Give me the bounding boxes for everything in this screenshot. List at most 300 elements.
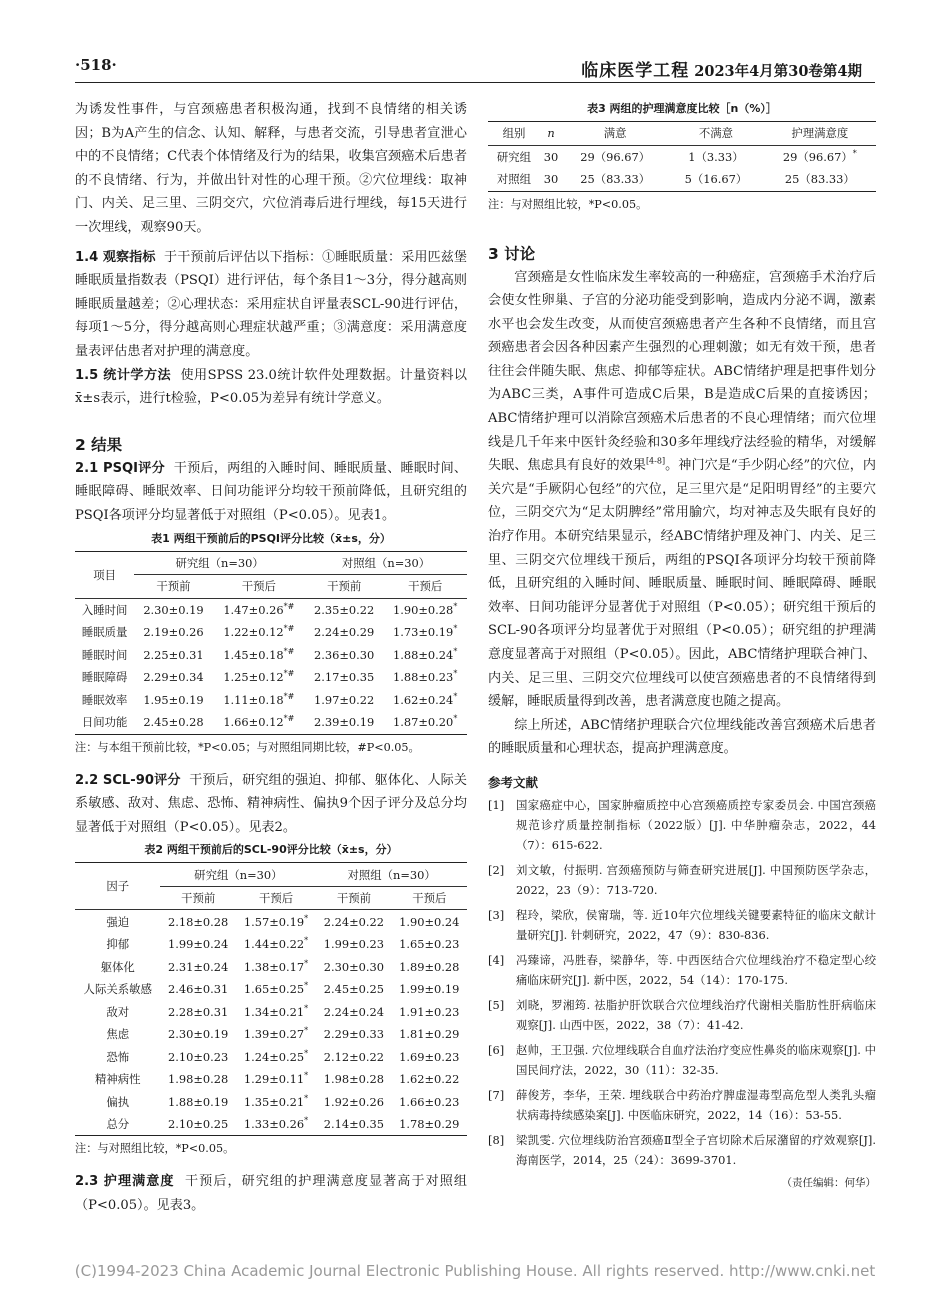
cell-value: 2.24±0.29 bbox=[314, 625, 375, 640]
table-cell bbox=[383, 711, 467, 734]
table-cell bbox=[75, 1090, 160, 1113]
table-row bbox=[75, 1000, 467, 1023]
table-cell bbox=[316, 1023, 391, 1046]
right-column bbox=[488, 98, 876, 1190]
significance-mark: * bbox=[304, 981, 309, 991]
cell-value: 1.25±0.12 bbox=[223, 670, 284, 685]
citation: [4-8] bbox=[645, 456, 666, 466]
table-cell: 5（16.67） bbox=[668, 168, 763, 191]
journal-logo: 临床医学工程 bbox=[581, 61, 690, 81]
cell-value: 睡眠效率 bbox=[81, 692, 128, 707]
cell-value: 2.30±0.19 bbox=[168, 1027, 229, 1042]
table-cell bbox=[236, 1090, 316, 1113]
reference-text: 刘晓，罗湘筠. 祛脂护肝饮联合穴位埋线治疗代谢相关脂肪性肝病临床观察[J]. 山西中医，2022，38（7）：41-42. bbox=[516, 997, 876, 1032]
table-1-col-post: 干预后 bbox=[383, 575, 467, 599]
table-cell bbox=[75, 666, 134, 689]
table-cell: 30 bbox=[543, 149, 559, 164]
table-cell bbox=[383, 621, 467, 644]
cell-value: 1.33±0.26 bbox=[243, 1117, 305, 1132]
table-cell bbox=[75, 978, 160, 1001]
left-column bbox=[75, 98, 467, 1217]
cell-value: 2.29±0.33 bbox=[323, 1027, 385, 1042]
section-3-title: 3 讨论 bbox=[488, 244, 536, 263]
cell-value: 2.17±0.35 bbox=[314, 670, 375, 685]
cell-value: 2.24±0.24 bbox=[323, 1004, 385, 1019]
cell-value: 偏执 bbox=[106, 1094, 130, 1109]
table-cell bbox=[305, 644, 383, 667]
significance-mark: * bbox=[304, 1026, 309, 1036]
cell-value: 1.62±0.22 bbox=[399, 1072, 460, 1087]
table-1-note: 注：与本组干预前比较，*P<0.05；与对照组同期比较，#P<0.05。 bbox=[75, 740, 420, 754]
significance-mark: * bbox=[304, 1116, 309, 1126]
table-cell bbox=[316, 1113, 391, 1136]
reference-text: 冯臻谛，冯胜春，梁静华，等. 中西医结合穴位埋线治疗不稳定型心绞痛临床研究[J]. 新中医，2022，54（14）：170-175. bbox=[516, 952, 876, 987]
cell-value: 1.66±0.23 bbox=[399, 1094, 460, 1109]
reference-text: 赵帅，王卫强. 穴位埋线联合自血疗法治疗变应性鼻炎的临床观察[J]. 中国民间疗法，2022，30（11）：32-35. bbox=[516, 1042, 876, 1077]
table-cell bbox=[764, 168, 876, 191]
table-cell bbox=[160, 1000, 235, 1023]
cell-value: 1.99±0.23 bbox=[323, 937, 385, 952]
table-cell bbox=[392, 1068, 467, 1091]
cell-value: 1.38±0.17 bbox=[243, 959, 305, 974]
reference-number: [8] bbox=[488, 1132, 505, 1147]
cell-value: 躯体化 bbox=[100, 959, 135, 974]
cell-value: 1.88±0.24 bbox=[393, 647, 454, 662]
table-cell bbox=[392, 1113, 467, 1136]
table-cell bbox=[134, 598, 212, 621]
table-2 bbox=[75, 862, 467, 1136]
table-2-col-control: 对照组（n=30） bbox=[316, 863, 467, 887]
table-1-col-post: 干预后 bbox=[213, 575, 305, 599]
cell-value: 1.89±0.28 bbox=[399, 959, 460, 974]
reference-text: 薛俊芳，李华，王荣. 埋线联合中药治疗脾虚湿毒型高危型人类乳头瘤状病毒持续感染案[J]. 中医临床研究，2022，14（16）：53-55. bbox=[516, 1087, 876, 1122]
table-cell bbox=[75, 933, 160, 956]
table-cell bbox=[236, 1000, 316, 1023]
reference-item bbox=[488, 905, 876, 945]
journal-header bbox=[581, 56, 862, 81]
cell-value: 2.29±0.34 bbox=[143, 670, 204, 685]
table-3-body bbox=[488, 145, 876, 191]
table-cell bbox=[392, 1000, 467, 1023]
table-cell bbox=[383, 598, 467, 621]
cell-value: 1.11±0.18 bbox=[223, 692, 284, 707]
cell-value: 29（96.67） bbox=[782, 149, 853, 164]
table-cell bbox=[236, 1045, 316, 1068]
table-3-col-rate: 护理满意度 bbox=[764, 122, 876, 146]
table-row bbox=[75, 598, 467, 621]
cell-value: 1.98±0.28 bbox=[168, 1072, 229, 1087]
table-1 bbox=[75, 551, 467, 735]
table-cell bbox=[213, 644, 305, 667]
cell-value: 1.99±0.24 bbox=[168, 937, 229, 952]
significance-mark: *# bbox=[283, 646, 295, 656]
table-cell: 25（83.33） bbox=[562, 168, 668, 191]
section-1-4 bbox=[75, 246, 467, 364]
table-cell: 30 bbox=[540, 168, 562, 191]
significance-mark: *# bbox=[283, 601, 295, 611]
table-2-col-pre: 干预前 bbox=[316, 886, 391, 910]
table-cell bbox=[213, 711, 305, 734]
table-cell bbox=[764, 145, 876, 168]
table-cell bbox=[305, 621, 383, 644]
table-cell bbox=[75, 1023, 160, 1046]
significance-mark: * bbox=[304, 1071, 309, 1081]
table-cell bbox=[316, 1045, 391, 1068]
cell-value: 入睡时间 bbox=[81, 602, 128, 617]
reference-text: 梁凯雯. 穴位埋线防治宫颈癌Ⅱ型全子宫切除术后尿潴留的疗效观察[J]. 海南医学，2014，25（24）：3699-3701. bbox=[516, 1132, 876, 1167]
table-cell bbox=[75, 644, 134, 667]
cell-value: 1.98±0.28 bbox=[323, 1072, 385, 1087]
cell-value: 1.34±0.21 bbox=[243, 1004, 305, 1019]
reference-item bbox=[488, 795, 876, 855]
table-cell bbox=[160, 1090, 235, 1113]
table-cell bbox=[160, 955, 235, 978]
significance-mark: * bbox=[453, 669, 458, 679]
cell-value: 1.35±0.21 bbox=[243, 1094, 305, 1109]
cell-value: 睡眠时间 bbox=[81, 647, 128, 662]
cell-value: 2.10±0.23 bbox=[168, 1049, 229, 1064]
table-cell bbox=[75, 1113, 160, 1136]
table-cell bbox=[316, 910, 391, 933]
cell-value: 1.22±0.12 bbox=[223, 625, 284, 640]
table-2-title: 表2 两组干预前后的SCL-90评分比较（x̄±s，分） bbox=[144, 843, 398, 857]
cell-value: 1.90±0.28 bbox=[393, 602, 454, 617]
table-2-col-study: 研究组（n=30） bbox=[160, 863, 316, 887]
table-cell bbox=[134, 689, 212, 712]
cell-value: 2.45±0.28 bbox=[143, 715, 204, 730]
cell-value: 2.18±0.28 bbox=[168, 914, 229, 929]
reference-number: [2] bbox=[488, 862, 505, 877]
table-cell bbox=[392, 1023, 467, 1046]
cell-value: 1.66±0.12 bbox=[223, 715, 284, 730]
cell-value: 1.81±0.29 bbox=[399, 1027, 460, 1042]
significance-mark: * bbox=[304, 936, 309, 946]
table-cell bbox=[160, 978, 235, 1001]
table-cell bbox=[75, 955, 160, 978]
table-cell bbox=[392, 978, 467, 1001]
cell-value: 1.88±0.19 bbox=[168, 1094, 229, 1109]
table-1-title: 表1 两组干预前后的PSQI评分比较（x̄±s，分） bbox=[151, 531, 391, 545]
significance-mark: * bbox=[453, 691, 458, 701]
significance-mark: * bbox=[453, 714, 458, 724]
reference-item bbox=[488, 860, 876, 900]
cell-value: 2.28±0.31 bbox=[168, 1004, 229, 1019]
table-cell bbox=[75, 1045, 160, 1068]
cell-value: 1.65±0.23 bbox=[399, 937, 460, 952]
cell-value: 2.45±0.25 bbox=[323, 982, 385, 997]
table-1-col-pre: 干预前 bbox=[134, 575, 212, 599]
cell-value: 总分 bbox=[106, 1117, 130, 1132]
table-1-col-study: 研究组（n=30） bbox=[134, 551, 305, 575]
reference-item bbox=[488, 1040, 876, 1080]
table-cell bbox=[75, 621, 134, 644]
table-cell bbox=[134, 666, 212, 689]
reference-number: [5] bbox=[488, 997, 505, 1012]
section-2-2-heading: 2.2 SCL-90评分 bbox=[75, 772, 181, 788]
cell-value: 2.19±0.26 bbox=[143, 625, 204, 640]
reference-number: [7] bbox=[488, 1087, 505, 1102]
table-cell bbox=[213, 598, 305, 621]
discussion-paragraph-1 bbox=[488, 266, 876, 714]
section-1-4-text: 于干预前后评估以下指标：①睡眠质量：采用匹兹堡睡眠质量指数表（PSQI）进行评估，每个条目1～3分，得分越高则睡眠质量越差；②心理状态：采用症状自评量表SCL-90进行评估，每项1～5分，得分越高则心理症状越严重；③满意度：采用满意度量表评估患者对护理的满意度。 bbox=[75, 249, 468, 359]
table-cell bbox=[392, 1045, 467, 1068]
table-cell bbox=[134, 621, 212, 644]
section-2-3-text: 干预后，研究组的护理满意度显著高于对照组（P<0.05）。见表3。 bbox=[75, 1174, 468, 1213]
table-cell bbox=[305, 689, 383, 712]
table-cell bbox=[316, 1090, 391, 1113]
reference-number: [6] bbox=[488, 1042, 505, 1057]
cell-value: 1.99±0.19 bbox=[399, 982, 460, 997]
table-cell bbox=[160, 1045, 235, 1068]
cell-value: 睡眠障碍 bbox=[81, 670, 128, 685]
table-cell bbox=[236, 1068, 316, 1091]
cell-value: 强迫 bbox=[106, 914, 130, 929]
table-cell bbox=[392, 1090, 467, 1113]
cell-value: 2.30±0.19 bbox=[143, 602, 204, 617]
significance-mark: * bbox=[304, 913, 309, 923]
cell-value: 恐怖 bbox=[106, 1049, 130, 1064]
significance-mark: * bbox=[304, 1048, 309, 1058]
table-cell bbox=[160, 1068, 235, 1091]
table-cell bbox=[316, 1068, 391, 1091]
table-cell: 对照组 bbox=[488, 168, 540, 191]
table-row bbox=[75, 621, 467, 644]
page-number: ·518· bbox=[75, 56, 117, 74]
significance-mark: * bbox=[852, 148, 857, 158]
table-3-col-n: n bbox=[540, 122, 562, 146]
section-2-1-text: 干预后，两组的入睡时间、睡眠质量、睡眠时间、睡眠障碍、睡眠效率、日间功能评分均较干预前降低，且研究组的PSQI各项评分均显著低于对照组（P<0.05）。见表1。 bbox=[75, 460, 467, 523]
table-3-col-group: 组别 bbox=[488, 122, 540, 146]
table-1-body bbox=[75, 598, 467, 734]
section-1-5-heading: 1.5 统计学方法 bbox=[75, 367, 172, 383]
cell-value: 1.65±0.25 bbox=[243, 982, 305, 997]
table-row bbox=[75, 1090, 467, 1113]
cell-value: 1.57±0.19 bbox=[243, 914, 305, 929]
table-cell bbox=[236, 910, 316, 933]
table-row bbox=[75, 644, 467, 667]
cell-value: 2.25±0.31 bbox=[143, 647, 204, 662]
table-cell bbox=[383, 689, 467, 712]
cell-value: 抑郁 bbox=[106, 937, 130, 952]
header-rule bbox=[75, 82, 875, 83]
cell-value: 1.47±0.26 bbox=[223, 602, 284, 617]
significance-mark: * bbox=[453, 646, 458, 656]
discussion-text-cont: 。神门穴是“手少阴心经”的穴位，内关穴是“手厥阴心包经”的穴位，足三里穴是“足阳明胃经”的主要穴位，三阴交穴为“足太阴脾经”常用腧穴，均对神志及失眠有良好的治疗作用。本研究结果显示，经ABC情绪护理及神门、内关、足三里、三阴交穴位埋线干预后，两组的PSQI各项评分均较干预前降低，且研究组的入睡时间、睡眠质量、睡眠时间、睡眠障碍、睡眠效率、日间功能评分显著优于对照组（P<0.05）；研究组干预后的SCL-90各项评分均显著优于对照组（P<0.05）；研究组的护理满意度显著高于对照组（P<0.05）。因此，ABC情绪护理联合神门、内关、足三里、三阴交穴位埋线可以使宫颈癌患者的不良情绪得到缓解，睡眠质量得到改善，患者满意度也随之提高。 bbox=[488, 458, 877, 710]
significance-mark: *# bbox=[283, 714, 295, 724]
discussion-text: 宫颈癌是女性临床发生率较高的一种癌症，宫颈癌手术治疗后会使女性卵巢、子宫的分泌功能受到影响，造成内分泌不调，激素水平也会发生改变，从而使宫颈癌患者产生各种不良情绪，而且宫颈癌患者会因各种因素产生强烈的心理刺激；如无有效干预，患者往往会伴随失眠、焦虑、抑郁等症状。ABC情绪护理是把事件划分为ABC三类，A事件可造成C后果，B是造成C后果的直接诱因；ABC情绪护理可以消除宫颈癌术后患者的不良心理情绪；而穴位埋线是几千年来中医针灸经验和30多年埋线疗法经验的精华，对缓解失眠、焦虑具有良好的效果 bbox=[488, 269, 876, 474]
cell-value: 1.69±0.23 bbox=[399, 1049, 460, 1064]
table-cell bbox=[305, 711, 383, 734]
discussion-paragraph-2: 综上所述，ABC情绪护理联合穴位埋线能改善宫颈癌术后患者的睡眠质量和心理状态，提高护理满意度。 bbox=[488, 717, 876, 757]
cell-value: 2.35±0.22 bbox=[314, 602, 375, 617]
cell-value: 1.92±0.26 bbox=[323, 1094, 385, 1109]
intro-paragraph: 为诱发性事件，与宫颈癌患者积极沟通，找到不良情绪的相关诱因；B为A产生的信念、认知、解释，与患者交流，引导患者宣泄心中的不良情绪；C代表个体情绪及行为的结果，收集宫颈癌术后患者的不良情绪、行为，并做出针对性的心理干预。②穴位埋线：取神门、内关、足三里、三阴交穴，穴位消毒后进行埋线，每15天进行一次埋线，观察90天。 bbox=[75, 102, 467, 235]
table-cell bbox=[75, 689, 134, 712]
reference-item bbox=[488, 1085, 876, 1125]
table-cell bbox=[75, 1000, 160, 1023]
cell-value: 2.10±0.25 bbox=[168, 1117, 229, 1132]
cell-value: 1.45±0.18 bbox=[223, 647, 284, 662]
table-cell bbox=[213, 689, 305, 712]
reference-number: [3] bbox=[488, 907, 505, 922]
editor-credit: （责任编辑：何华） bbox=[781, 1176, 876, 1189]
reference-text: 刘文敏，付振明. 宫颈癌预防与筛查研究进展[J]. 中国预防医学杂志，2022，23（9）：713-720. bbox=[516, 862, 876, 897]
table-cell bbox=[75, 598, 134, 621]
significance-mark: * bbox=[453, 624, 458, 634]
cell-value: 2.24±0.22 bbox=[323, 914, 385, 929]
cell-value: 1.62±0.24 bbox=[393, 692, 454, 707]
section-2-title: 2 结果 bbox=[75, 435, 123, 454]
reference-text: 国家癌症中心，国家肿瘤质控中心宫颈癌质控专家委员会. 中国宫颈癌规范诊疗质量控制指标（2022版）[J]. 中华肿瘤杂志，2022，44（7）：615-622. bbox=[516, 797, 876, 852]
table-row bbox=[75, 666, 467, 689]
significance-mark: * bbox=[304, 958, 309, 968]
section-1-4-heading: 1.4 观察指标 bbox=[75, 249, 156, 265]
table-cell bbox=[305, 598, 383, 621]
table-cell bbox=[383, 666, 467, 689]
table-row bbox=[75, 978, 467, 1001]
table-cell bbox=[316, 978, 391, 1001]
cell-value: 2.36±0.30 bbox=[314, 647, 375, 662]
cell-value: 1.39±0.27 bbox=[243, 1027, 305, 1042]
table-3 bbox=[488, 121, 876, 192]
significance-mark: * bbox=[304, 1003, 309, 1013]
table-cell bbox=[305, 666, 383, 689]
significance-mark: *# bbox=[283, 669, 295, 679]
cell-value: 1.24±0.25 bbox=[243, 1049, 305, 1064]
reference-number: [1] bbox=[488, 797, 505, 812]
table-cell bbox=[236, 1113, 316, 1136]
cell-value: 1.87±0.20 bbox=[393, 715, 454, 730]
section-2-1-heading: 2.1 PSQI评分 bbox=[75, 460, 165, 476]
cell-value: 1.78±0.29 bbox=[399, 1117, 460, 1132]
table-3-col-unsatisfied: 不满意 bbox=[668, 122, 763, 146]
table-row bbox=[488, 168, 876, 191]
cell-value: 25（83.33） bbox=[784, 172, 855, 187]
table-row bbox=[75, 1068, 467, 1091]
cell-value: 2.12±0.22 bbox=[323, 1049, 385, 1064]
cell-value: 1.88±0.23 bbox=[393, 670, 454, 685]
significance-mark: * bbox=[453, 601, 458, 611]
significance-mark: *# bbox=[283, 691, 295, 701]
cell-value: 2.46±0.31 bbox=[168, 982, 229, 997]
cell-value: 人际关系敏感 bbox=[83, 982, 152, 997]
reference-text: 程玲，梁欣，侯甯瑞，等. 近10年穴位埋线关键要素特征的临床文献计量研究[J]. 针刺研究，2022，47（9）：830-836. bbox=[516, 907, 876, 942]
table-2-col-pre: 干预前 bbox=[160, 886, 235, 910]
cell-value: 2.14±0.35 bbox=[323, 1117, 385, 1132]
table-row bbox=[75, 1113, 467, 1136]
table-cell bbox=[392, 910, 467, 933]
references-list bbox=[488, 795, 876, 1170]
cell-value: 敌对 bbox=[106, 1004, 130, 1019]
table-row bbox=[75, 955, 467, 978]
table-cell bbox=[236, 978, 316, 1001]
reference-number: [4] bbox=[488, 952, 505, 967]
section-1-5 bbox=[75, 364, 467, 411]
table-cell bbox=[392, 955, 467, 978]
table-cell bbox=[236, 955, 316, 978]
table-cell bbox=[316, 955, 391, 978]
table-cell: 研究组 bbox=[496, 149, 532, 164]
table-cell bbox=[213, 666, 305, 689]
significance-mark: * bbox=[304, 1093, 309, 1103]
table-cell bbox=[160, 1023, 235, 1046]
table-3-title: 表3 两组的护理满意度比较［n（%）］ bbox=[587, 102, 777, 115]
table-1-col-pre: 干预前 bbox=[305, 575, 383, 599]
journal-issue: 2023年4月第30卷第4期 bbox=[694, 63, 862, 80]
table-2-col-factor: 因子 bbox=[75, 863, 160, 910]
cell-value: 焦虑 bbox=[106, 1027, 130, 1042]
table-cell bbox=[75, 910, 160, 933]
table-cell bbox=[160, 910, 235, 933]
table-row bbox=[75, 910, 467, 933]
cell-value: 1.95±0.19 bbox=[143, 692, 204, 707]
table-cell bbox=[316, 933, 391, 956]
cell-value: 1.73±0.19 bbox=[393, 625, 454, 640]
table-2-note: 注：与对照组比较，*P<0.05。 bbox=[75, 1142, 235, 1156]
table-row bbox=[75, 933, 467, 956]
section-2-3-heading: 2.3 护理满意度 bbox=[75, 1174, 175, 1190]
reference-item bbox=[488, 995, 876, 1035]
reference-item bbox=[488, 950, 876, 990]
table-cell: 29（96.67） bbox=[580, 149, 651, 164]
reference-item bbox=[488, 1130, 876, 1170]
table-cell bbox=[160, 1113, 235, 1136]
table-row bbox=[488, 145, 876, 168]
table-cell bbox=[134, 644, 212, 667]
table-cell bbox=[213, 621, 305, 644]
table-1-col-control: 对照组（n=30） bbox=[305, 551, 467, 575]
section-2-2-text: 干预后，研究组的强迫、抑郁、躯体化、人际关系敏感、敌对、焦虑、恐怖、精神病性、偏执9个因子评分及总分均显著低于对照组（P<0.05）。见表2。 bbox=[75, 772, 468, 835]
table-3-note: 注：与对照组比较，*P<0.05。 bbox=[488, 197, 648, 211]
table-row bbox=[75, 1023, 467, 1046]
table-1-col-item: 项目 bbox=[75, 551, 134, 598]
table-2-body bbox=[75, 910, 467, 1136]
table-cell: 1（3.33） bbox=[688, 149, 744, 164]
table-cell bbox=[75, 711, 134, 734]
table-row bbox=[75, 1045, 467, 1068]
copyright-footer: (C)1994-2023 China Academic Journal Electronic Publishing House. All rights reserved. http://www.cnki.net bbox=[74, 1262, 876, 1280]
cell-value: 2.30±0.30 bbox=[323, 959, 385, 974]
cell-value: 日间功能 bbox=[81, 715, 128, 730]
significance-mark: *# bbox=[283, 624, 295, 634]
table-cell bbox=[236, 933, 316, 956]
table-2-col-post: 干预后 bbox=[236, 886, 316, 910]
table-cell bbox=[383, 644, 467, 667]
table-cell bbox=[75, 1068, 160, 1091]
table-cell bbox=[134, 711, 212, 734]
cell-value: 睡眠质量 bbox=[81, 625, 128, 640]
section-1-5-text: 使用SPSS 23.0统计软件处理数据。计量资料以x̄±s表示，进行t检验，P<0.05为差异有统计学意义。 bbox=[75, 367, 467, 407]
table-row bbox=[75, 689, 467, 712]
cell-value: 1.91±0.23 bbox=[399, 1004, 460, 1019]
cell-value: 2.39±0.19 bbox=[314, 715, 375, 730]
table-3-col-satisfied: 满意 bbox=[562, 122, 668, 146]
table-cell bbox=[392, 933, 467, 956]
cell-value: 1.29±0.11 bbox=[243, 1072, 305, 1087]
cell-value: 精神病性 bbox=[94, 1072, 141, 1087]
references-title: 参考文献 bbox=[488, 774, 539, 790]
table-cell bbox=[160, 933, 235, 956]
cell-value: 1.97±0.22 bbox=[314, 692, 375, 707]
cell-value: 2.31±0.24 bbox=[168, 959, 229, 974]
table-row bbox=[75, 711, 467, 734]
table-cell bbox=[316, 1000, 391, 1023]
table-2-col-post: 干预后 bbox=[392, 886, 467, 910]
section-2-1 bbox=[75, 457, 467, 528]
section-2-3 bbox=[75, 1170, 467, 1217]
cell-value: 1.44±0.22 bbox=[243, 937, 305, 952]
table-cell bbox=[236, 1023, 316, 1046]
